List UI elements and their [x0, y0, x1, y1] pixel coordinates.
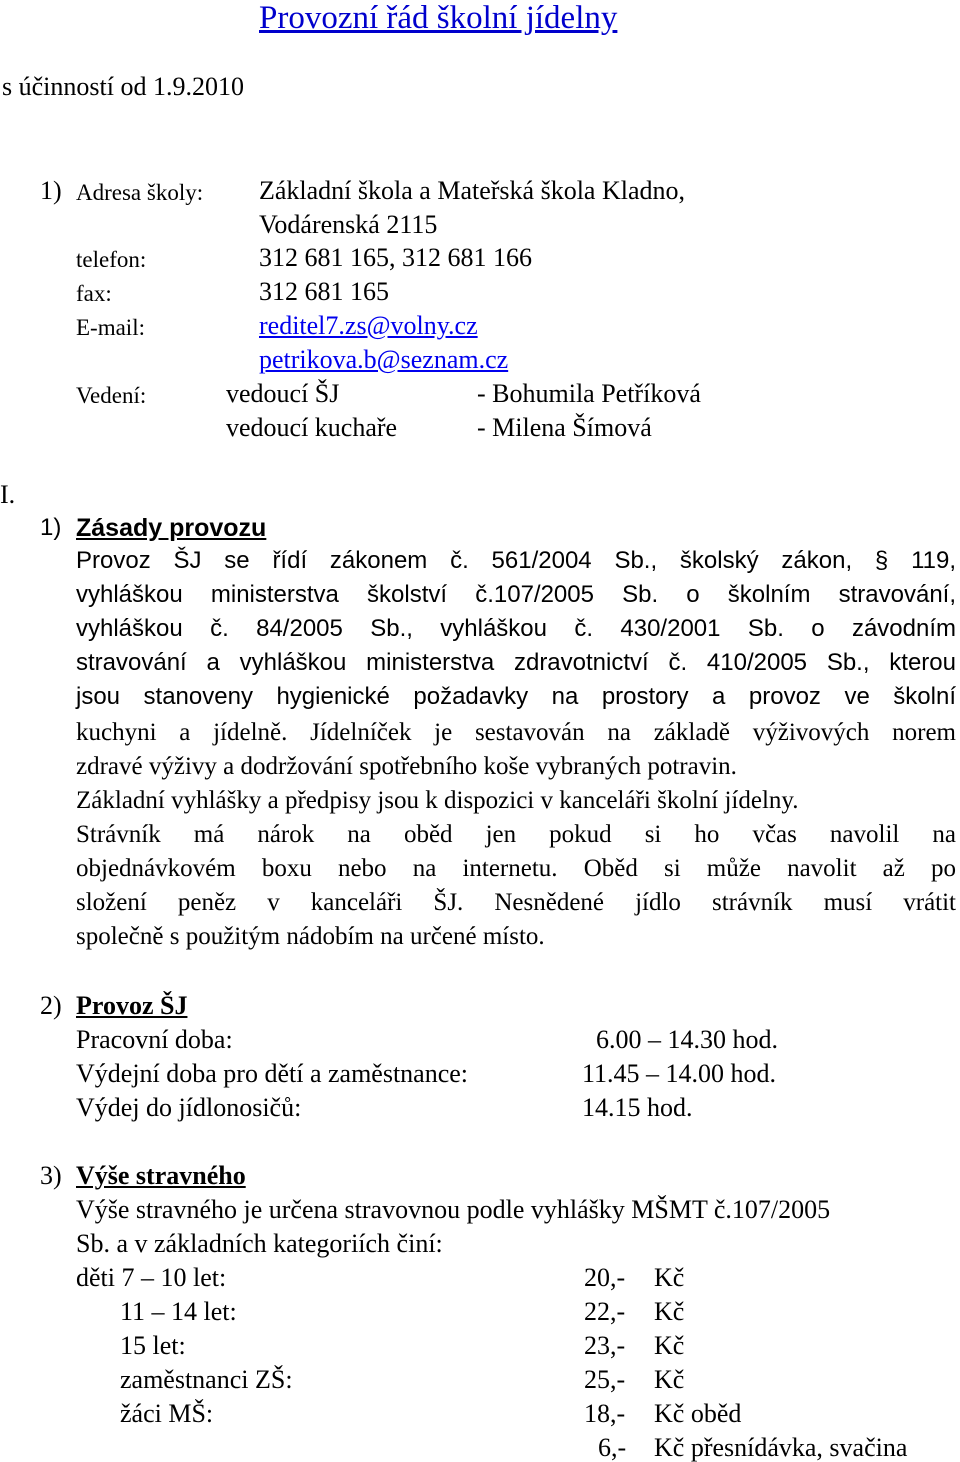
fee-unit: Kč: [654, 1297, 685, 1326]
working-hours-value: 6.00 – 14.30 hod.: [596, 1025, 778, 1054]
section-roman-numeral: I.: [0, 480, 16, 509]
fax-label: fax:: [76, 281, 112, 306]
fee-unit: Kč: [654, 1263, 685, 1292]
email-label: E-mail:: [76, 315, 145, 340]
management-label: Vedení:: [76, 383, 147, 408]
fee-unit: Kč: [654, 1331, 685, 1360]
section-1-number: 1): [40, 514, 62, 541]
fee-intro-line-1: Výše stravného je určena stravovnou podle vyhlášky MŠMT č.107/2005: [76, 1195, 831, 1224]
section-1-line: zdravé výživy a dodržování spotřebního koše vybraných potravin.: [76, 753, 737, 780]
fee-category-label: žáci MŠ:: [120, 1399, 214, 1428]
role-head-cook: vedoucí kuchaře: [226, 413, 398, 442]
person-canteen-head: - Bohumila Petříková: [477, 379, 701, 408]
fee-unit: Kč: [654, 1365, 685, 1394]
phone-value: 312 681 165, 312 681 166: [259, 243, 532, 272]
address-line-1: Základní škola a Mateřská škola Kladno,: [259, 176, 685, 205]
fee-amount: 25,-: [584, 1365, 626, 1394]
section-2-number: 2): [40, 991, 62, 1020]
fee-amount: 18,-: [584, 1399, 626, 1428]
section-1-line: Základní vyhlášky a předpisy jsou k dispozici v kanceláři školní jídelny.: [76, 787, 799, 814]
fee-amount: 22,-: [584, 1297, 626, 1326]
section-1-line: složení peněz v kanceláři ŠJ. Nesnědené jídlo strávník musí vrátit: [76, 889, 956, 916]
address-line-2: Vodárenská 2115: [259, 210, 438, 239]
section-1-line: vyhláškou č. 84/2005 Sb., vyhláškou č. 430/2001 Sb. o závodním: [76, 615, 956, 642]
serving-hours-label: Výdejní doba pro dětí a zaměstnance:: [76, 1059, 469, 1088]
address-label: Adresa školy:: [76, 180, 204, 205]
role-canteen-head: vedoucí ŠJ: [226, 379, 340, 408]
email-link-director[interactable]: reditel7.zs@volny.cz: [259, 311, 478, 340]
contacts-number: 1): [40, 176, 62, 205]
section-1-line: vyhláškou ministerstva školství č.107/2005 Sb. o školním stravování,: [76, 581, 956, 608]
page-title: Provozní řád školní jídelny: [259, 0, 618, 36]
serving-hours-value: 11.45 – 14.00 hod.: [582, 1059, 777, 1088]
fee-amount: 20,-: [584, 1263, 626, 1292]
fee-amount: 23,-: [584, 1331, 626, 1360]
section-1-line: kuchyni a jídelně. Jídelníček je sestavován na základě výživových norem: [76, 719, 956, 746]
person-head-cook: - Milena Šímová: [477, 413, 652, 442]
fee-category-label: děti 7 – 10 let:: [76, 1263, 227, 1292]
section-2-heading: Provoz ŠJ: [76, 991, 188, 1020]
section-1-line: objednávkovém boxu nebo na internetu. Oběd si může navolit až po: [76, 855, 956, 882]
email-link-manager[interactable]: petrikova.b@seznam.cz: [259, 345, 509, 374]
section-1-line: Provoz ŠJ se řídí zákonem č. 561/2004 Sb., školský zákon, § 119,: [76, 547, 956, 574]
section-1-line: stravování a vyhláškou ministerstva zdravotnictví č. 410/2005 Sb., kterou: [76, 649, 956, 676]
fee-unit: Kč oběd: [654, 1399, 742, 1428]
section-1-line: Strávník má nárok na oběd jen pokud si ho včas navolil na: [76, 821, 956, 848]
fee-category-label: zaměstnanci ZŠ:: [120, 1365, 293, 1394]
fax-value: 312 681 165: [259, 277, 389, 306]
section-1-heading: Zásady provozu: [76, 514, 267, 542]
section-3-number: 3): [40, 1161, 62, 1190]
fee-amount: 6,-: [598, 1433, 627, 1462]
section-1-line: jsou stanoveny hygienické požadavky na prostory a provoz ve školní: [76, 683, 956, 710]
fee-category-label: 15 let:: [120, 1331, 186, 1360]
effective-date: s účinností od 1.9.2010: [2, 72, 244, 101]
working-hours-label: Pracovní doba:: [76, 1025, 233, 1054]
container-pickup-value: 14.15 hod.: [582, 1093, 693, 1122]
phone-label: telefon:: [76, 247, 147, 272]
section-3-heading: Výše stravného: [76, 1161, 246, 1190]
fee-unit: Kč přesnídávka, svačina: [654, 1433, 908, 1462]
fee-intro-line-2: Sb. a v základních kategoriích činí:: [76, 1229, 443, 1258]
fee-category-label: 11 – 14 let:: [120, 1297, 237, 1326]
container-pickup-label: Výdej do jídlonosičů:: [76, 1093, 302, 1122]
section-1-line: společně s použitým nádobím na určené místo.: [76, 923, 545, 950]
